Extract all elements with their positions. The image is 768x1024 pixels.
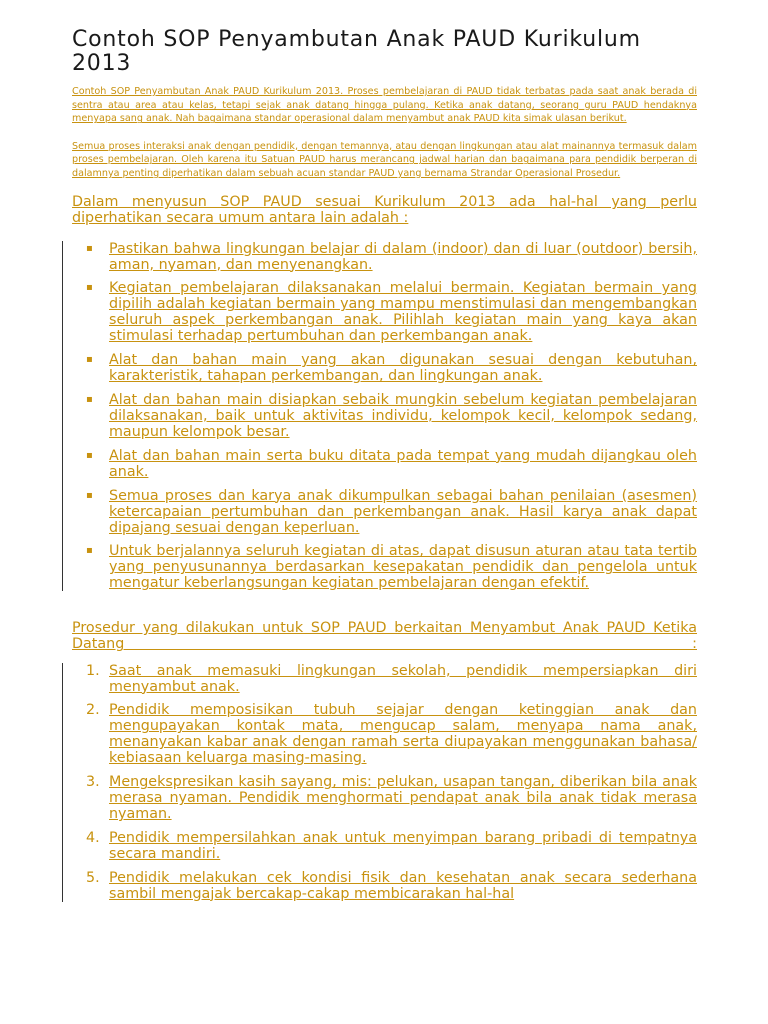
step-item[interactable] xyxy=(72,830,697,862)
steps-list-block xyxy=(72,663,697,902)
intro-paragraph-2[interactable]: Semua proses interaksi anak dengan pendidik, dengan temannya, atau dengan lingkungan atau alat mainannya termasuk dalam proses pembelajaran. Oleh karena itu Satuan PAUD harus merancang jadwal harian dan bagaimana para pendidik berperan di dalamnya penting diperhatikan dalam sebuah acuan standar PAUD yang bernama Strandar Operasional Prosedur. xyxy=(72,140,697,180)
bullet-marker: ▪ xyxy=(86,242,93,254)
step-item[interactable] xyxy=(72,870,697,902)
list-item-text: Alat dan bahan main yang akan digunakan sesuai dengan kebutuhan, karakteristik, tahapan perkembangan, dan lingkungan anak. xyxy=(109,352,697,385)
step-number: 3. xyxy=(86,774,100,791)
section-gap xyxy=(72,599,697,620)
intro-paragraph-1[interactable]: Contoh SOP Penyambutan Anak PAUD Kurikulum 2013. Proses pembelajaran di PAUD tidak terbatas pada saat anak berada di sentra atau area atau kelas, tetapi sejak anak datang hingga pulang. Ketika anak datang, seorang guru PAUD hendaknya menyapa sang anak. Nah bagaimana standar operasional dalam menyambut anak PAUD kita simak ulasan berikut. xyxy=(72,86,697,125)
list-item-text: Untuk berjalannya seluruh kegiatan di atas, dapat disusun aturan atau tata tertib yang penyusunannya berdasarkan kesepakatan pendidik dan pengelola untuk mengatur keberlangsungan kegiatan pembelajaran dengan efektif. xyxy=(109,543,697,592)
bullet-list xyxy=(72,241,697,592)
step-text: Mengekspresikan kasih sayang, mis: pelukan, usapan tangan, diberikan bila anak merasa nyaman. Pendidik menghormati pendapat anak bila anak tidak merasa nyaman. xyxy=(109,774,697,823)
list-item[interactable] xyxy=(72,280,697,344)
list-item[interactable] xyxy=(72,448,697,480)
step-text: Saat anak memasuki lingkungan sekolah, pendidik mempersiapkan diri menyambut anak. xyxy=(109,662,697,695)
bullet-marker: ▪ xyxy=(86,545,93,557)
list-item-text: Alat dan bahan main disiapkan sebaik mungkin sebelum kegiatan pembelajaran dilaksanakan, baik untuk aktivitas individu, kelompok kecil, kelompok sedang, maupun kelompok besar. xyxy=(109,392,697,441)
list-item-text: Pastikan bahwa lingkungan belajar di dalam (indoor) dan di luar (outdoor) bersih, aman, nyaman, dan menyenangkan. xyxy=(109,240,697,273)
intro-section xyxy=(72,85,697,181)
bullet-marker: ▪ xyxy=(86,354,93,366)
list-item-text: Semua proses dan karya anak dikumpulkan sebagai bahan penilaian (asesmen) ketercapaian pertumbuhan dan perkembangan anak. Hasil karya anak dapat dipajang sesuai dengan keperluan. xyxy=(109,487,697,536)
list-item[interactable] xyxy=(72,392,697,440)
lead-paragraph[interactable]: Dalam menyusun SOP PAUD sesuai Kurikulum 2013 ada hal-hal yang perlu diperhatikan secara umum antara lain adalah : xyxy=(72,194,697,227)
step-number: 1. xyxy=(86,662,100,679)
document-page xyxy=(72,28,697,910)
step-item[interactable] xyxy=(72,663,697,695)
change-bar xyxy=(62,663,63,902)
step-text: Pendidik melakukan cek kondisi fisik dan kesehatan anak secara sederhana sambil mengajak bercakap-cakap membicarakan hal-hal xyxy=(109,869,697,902)
procedure-heading[interactable]: Prosedur yang dilakukan untuk SOP PAUD berkaitan Menyambut Anak PAUD Ketika Datang : xyxy=(72,620,697,653)
bullet-marker: ▪ xyxy=(86,489,93,501)
list-item-text: Alat dan bahan main serta buku ditata pada tempat yang mudah dijangkau oleh anak. xyxy=(109,447,697,480)
list-item[interactable] xyxy=(72,241,697,273)
list-item-text: Kegiatan pembelajaran dilaksanakan melalui bermain. Kegiatan bermain yang dipilih adalah kegiatan bermain yang mampu menstimulasi dan mengembangkan seluruh aspek perkembangan anak. Pilihlah kegiatan main yang kaya akan stimulasi terhadap pertumbuhan dan perkembangan anak. xyxy=(109,280,697,345)
bullet-marker: ▪ xyxy=(86,282,93,294)
bullet-marker: ▪ xyxy=(86,394,93,406)
list-item[interactable] xyxy=(72,352,697,384)
step-number: 5. xyxy=(86,869,100,886)
step-text: Pendidik mempersilahkan anak untuk menyimpan barang pribadi di tempatnya secara mandiri. xyxy=(109,830,697,862)
steps-list xyxy=(72,663,697,902)
step-text: Pendidik memposisikan tubuh sejajar dengan ketinggian anak dan mengupayakan kontak mata, mengucap salam, menyapa nama anak, menanyakan kabar anak dengan ramah serta diupayakan menggunakan bahasa/ kebiasaan keluarga masing-masing. xyxy=(109,702,697,767)
step-number: 2. xyxy=(86,702,100,719)
step-item[interactable] xyxy=(72,774,697,822)
step-item[interactable] xyxy=(72,702,697,766)
step-number: 4. xyxy=(86,830,100,846)
bullet-marker: ▪ xyxy=(86,449,93,461)
bullet-list-block xyxy=(72,241,697,592)
list-item[interactable] xyxy=(72,488,697,536)
list-item[interactable] xyxy=(72,543,697,591)
page-title: Contoh SOP Penyambutan Anak PAUD Kurikulum 2013 xyxy=(72,27,641,76)
change-bar xyxy=(62,241,63,592)
